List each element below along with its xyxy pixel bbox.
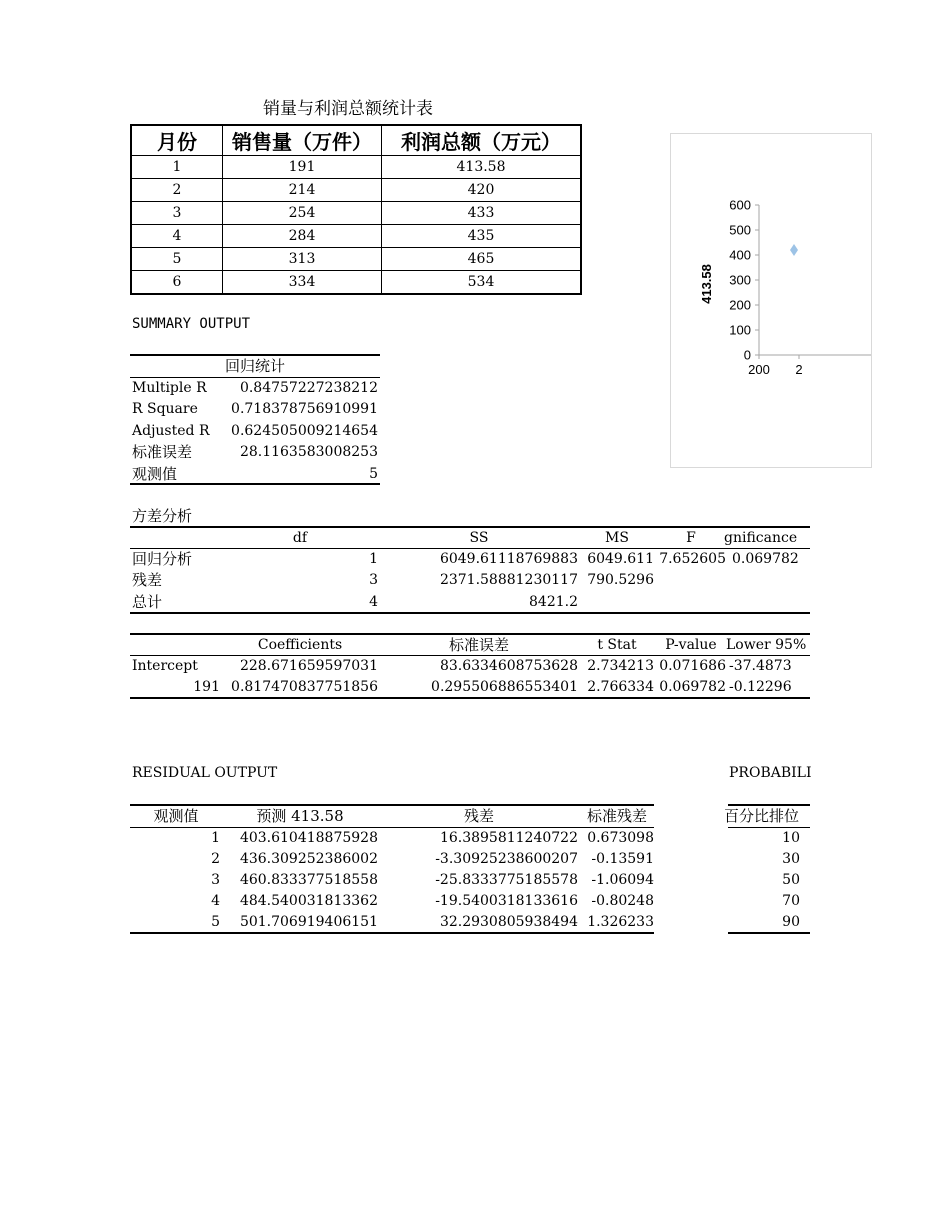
coef-row-label: 191 — [193, 679, 220, 695]
cell[interactable]: 6 — [131, 271, 223, 295]
y-tick-label: 100 — [729, 322, 751, 338]
cell[interactable]: 0.295506886553401 — [431, 679, 578, 695]
cell[interactable]: 5 — [131, 248, 223, 271]
cell[interactable]: 1 — [211, 830, 220, 846]
cell[interactable]: 790.5296 — [587, 572, 654, 588]
cell[interactable]: 228.671659597031 — [239, 658, 378, 674]
cell[interactable]: 8421.2 — [529, 594, 578, 610]
cell[interactable]: 6049.61118769883 — [439, 551, 578, 567]
cell[interactable]: 2 — [211, 851, 220, 867]
probability-header: 百分比排位 — [724, 807, 800, 825]
cell[interactable]: 436.309252386002 — [239, 851, 378, 867]
cell[interactable]: -3.30925238600207 — [435, 851, 578, 867]
table-header-row — [131, 125, 581, 156]
y-axis-title: 413.58 — [699, 264, 714, 304]
stat-value[interactable]: 5 — [369, 466, 378, 482]
residual-output-label: RESIDUAL OUTPUT — [132, 765, 278, 781]
stat-value[interactable]: 0.84757227238212 — [239, 380, 378, 396]
cell[interactable]: 534 — [382, 271, 582, 295]
cell[interactable]: 3 — [211, 872, 220, 888]
cell[interactable]: -1.06094 — [591, 872, 654, 888]
y-tick-label: 500 — [729, 222, 751, 238]
table-row — [131, 225, 581, 248]
residual-header: 观测值 — [153, 807, 199, 825]
divider — [130, 483, 380, 485]
cell[interactable]: 6049.611 — [587, 551, 654, 567]
anova-header: gnificance — [724, 530, 798, 546]
cell[interactable]: 83.6334608753628 — [439, 658, 578, 674]
table-row — [131, 271, 581, 295]
coef-header: t Stat — [597, 637, 637, 653]
table-row — [131, 179, 581, 202]
table-row — [131, 202, 581, 225]
divider — [130, 697, 810, 699]
cell[interactable]: 0.817470837751856 — [231, 679, 378, 695]
sales-profit-table — [130, 124, 582, 295]
data-point[interactable] — [790, 244, 798, 256]
cell[interactable]: 284 — [223, 225, 382, 248]
stat-label: 观测值 — [132, 465, 178, 483]
cell[interactable]: 0.071686 — [659, 658, 726, 674]
cell[interactable]: 70 — [782, 893, 800, 909]
cell[interactable]: 32.2930805938494 — [439, 914, 578, 930]
coef-header: P-value — [665, 637, 717, 653]
scatter-chart[interactable] — [670, 133, 872, 468]
stat-label: Multiple R — [132, 380, 207, 396]
table-row — [131, 156, 581, 179]
stat-label: 标准误差 — [132, 443, 193, 461]
summary-output-label: SUMMARY OUTPUT — [132, 316, 251, 332]
cell[interactable]: 4 — [131, 225, 223, 248]
cell[interactable]: 420 — [382, 179, 582, 202]
sheet-title: 销量与利润总额统计表 — [263, 99, 433, 119]
cell[interactable]: 484.540031813362 — [239, 893, 378, 909]
cell[interactable]: 501.706919406151 — [239, 914, 378, 930]
cell[interactable]: 1 — [131, 156, 223, 179]
coef-row-label: Intercept — [132, 658, 198, 674]
anova-header: F — [686, 530, 696, 546]
cell[interactable]: -0.80248 — [591, 893, 654, 909]
coef-header: Coefficients — [257, 637, 343, 653]
cell[interactable]: 254 — [223, 202, 382, 225]
cell[interactable]: -0.12296 — [729, 679, 792, 695]
divider — [728, 932, 810, 934]
residual-header: 预测 413.58 — [256, 807, 344, 825]
cell[interactable]: -37.4873 — [729, 658, 792, 674]
chart-plot — [671, 134, 871, 467]
stat-value[interactable]: 0.624505009214654 — [231, 423, 378, 439]
coef-header: 标准误差 — [448, 636, 509, 654]
cell[interactable]: 334 — [223, 271, 382, 295]
anova-label: 方差分析 — [132, 507, 193, 525]
cell[interactable]: 16.3895811240722 — [439, 830, 578, 846]
cell[interactable]: 435 — [382, 225, 582, 248]
cell[interactable]: -25.8333775185578 — [435, 872, 578, 888]
cell[interactable]: 30 — [782, 851, 800, 867]
probability-output-label: PROBABILI — [729, 765, 812, 781]
cell[interactable]: 460.833377518558 — [239, 872, 378, 888]
cell[interactable]: 191 — [223, 156, 382, 179]
y-tick-label: 200 — [729, 297, 751, 313]
cell[interactable]: 4 — [369, 594, 378, 610]
cell[interactable]: 0.069782 — [732, 551, 799, 567]
cell[interactable]: 313 — [223, 248, 382, 271]
cell[interactable]: 2371.58881230117 — [439, 572, 578, 588]
header-sales: 销售量（万件） — [223, 125, 382, 156]
cell[interactable]: 214 — [223, 179, 382, 202]
cell[interactable]: 2.734213 — [587, 658, 654, 674]
x-tick-label: 200 — [748, 362, 770, 377]
cell[interactable]: 2.766334 — [587, 679, 654, 695]
y-tick-label: 0 — [743, 347, 751, 363]
x-tick-label: 2 — [795, 362, 803, 377]
anova-row-label: 回归分析 — [132, 550, 193, 568]
header-month: 月份 — [131, 125, 223, 156]
cell[interactable]: 433 — [382, 202, 582, 225]
cell[interactable]: 90 — [782, 914, 800, 930]
header-profit: 利润总额（万元） — [382, 125, 582, 156]
table-row — [131, 248, 581, 271]
regression-stats-header: 回归统计 — [224, 357, 285, 375]
stat-value[interactable]: 0.718378756910991 — [231, 401, 378, 417]
cell[interactable]: 5 — [211, 914, 220, 930]
y-tick-label: 600 — [729, 197, 751, 213]
divider — [130, 932, 654, 934]
cell[interactable]: 1 — [369, 551, 378, 567]
divider — [130, 612, 810, 614]
residual-header: 残差 — [463, 807, 494, 825]
cell[interactable]: 465 — [382, 248, 582, 271]
cell[interactable]: 3 — [369, 572, 378, 588]
cell[interactable]: 1.326233 — [587, 914, 654, 930]
y-tick-label: 300 — [729, 272, 751, 288]
stat-label: Adjusted R — [132, 423, 210, 439]
cell[interactable]: 7.652605 — [659, 551, 726, 567]
cell[interactable]: 4 — [211, 893, 220, 909]
y-tick-label: 400 — [729, 247, 751, 263]
cell[interactable]: 3 — [131, 202, 223, 225]
anova-row-label: 残差 — [132, 571, 163, 589]
cell[interactable]: -19.5400318133616 — [435, 893, 578, 909]
anova-header: SS — [469, 530, 489, 546]
cell[interactable]: 0.069782 — [659, 679, 726, 695]
cell[interactable]: 413.58 — [382, 156, 582, 179]
cell[interactable]: 50 — [782, 872, 800, 888]
cell[interactable]: 0.673098 — [587, 830, 654, 846]
anova-header: df — [292, 530, 308, 546]
residual-header: 标准残差 — [586, 807, 647, 825]
coef-header: Lower 95% — [726, 637, 807, 653]
cell[interactable]: 2 — [131, 179, 223, 202]
anova-header: MS — [605, 530, 629, 546]
cell[interactable]: -0.13591 — [591, 851, 654, 867]
stat-label: R Square — [132, 401, 198, 417]
anova-row-label: 总计 — [132, 593, 163, 611]
cell[interactable]: 403.610418875928 — [239, 830, 378, 846]
stat-value[interactable]: 28.1163583008253 — [239, 444, 378, 460]
cell[interactable]: 10 — [782, 830, 800, 846]
